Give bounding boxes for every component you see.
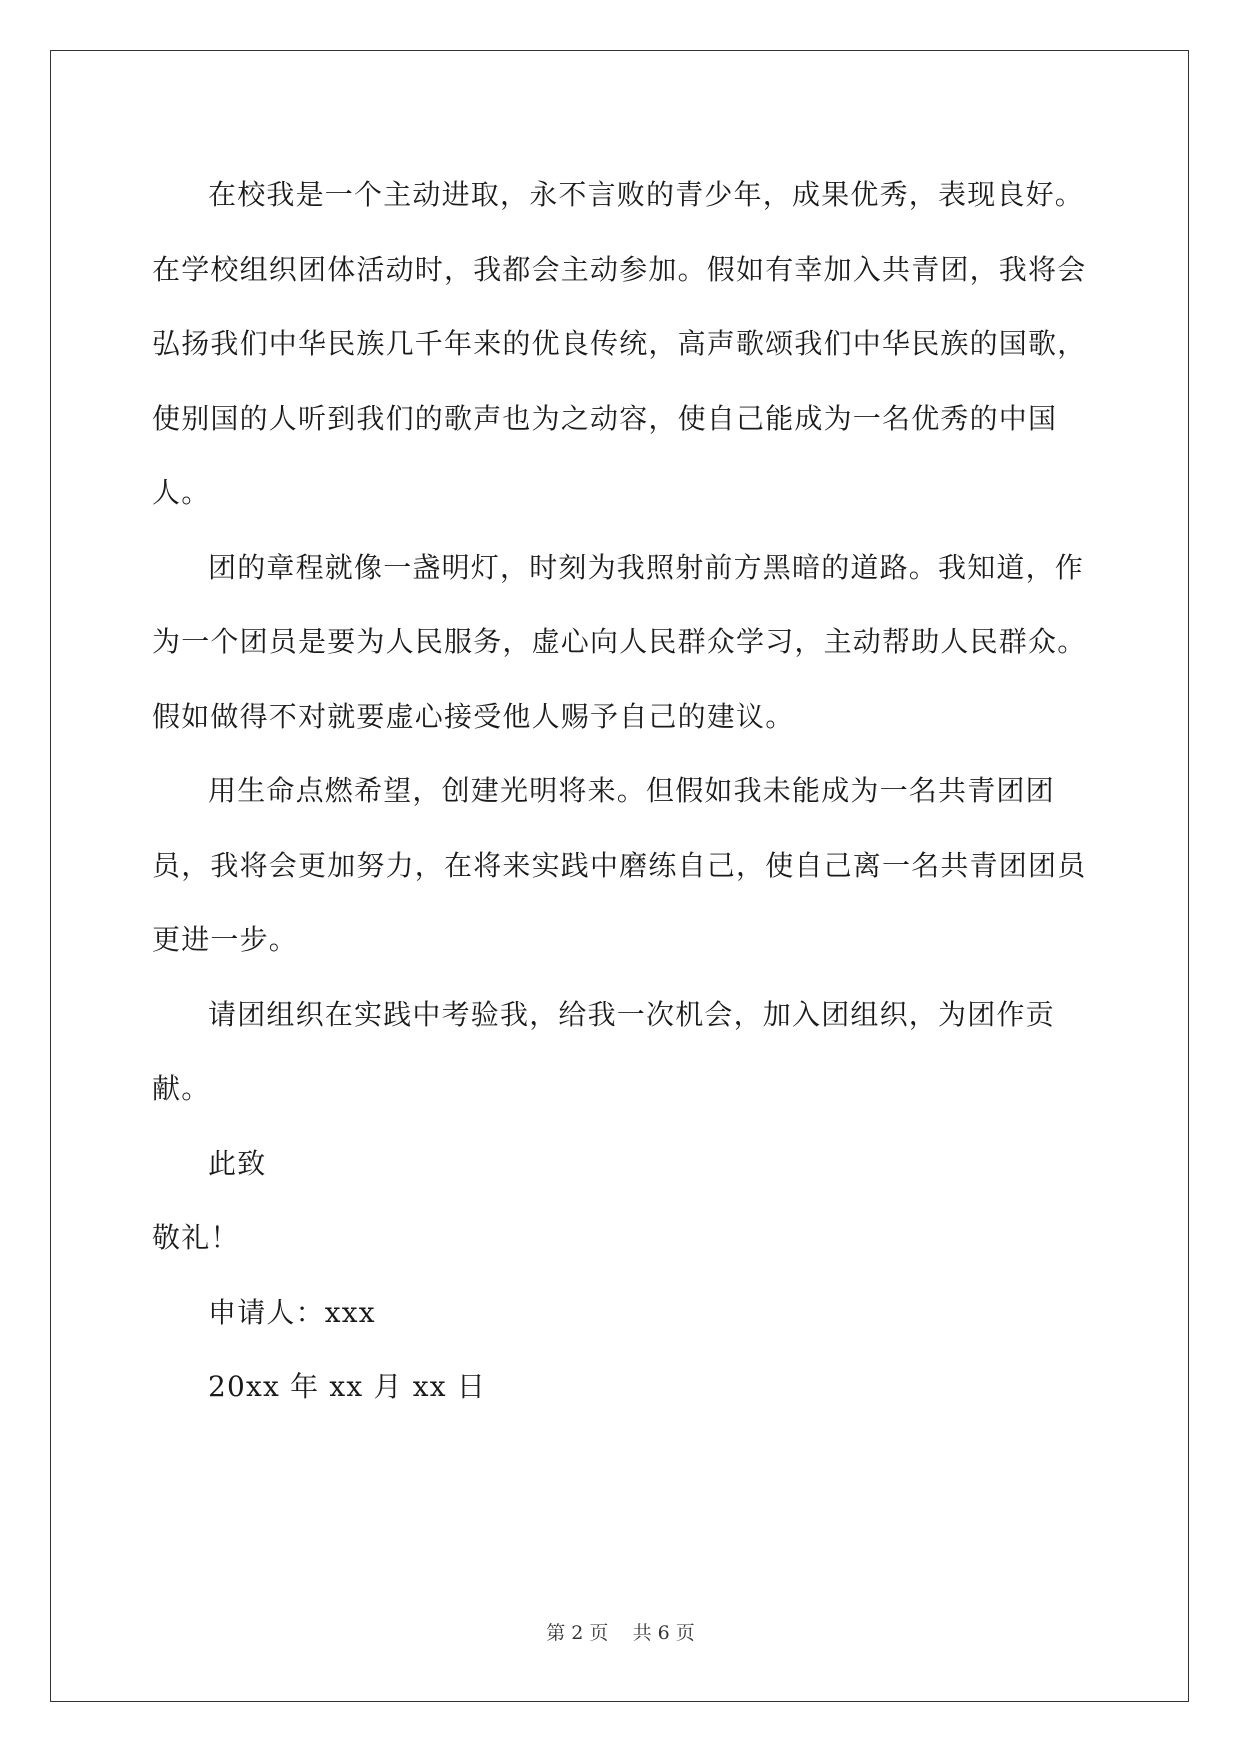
paragraph-3: 用生命点燃希望，创建光明将来。但假如我未能成为一名共青团团员，我将会更加努力，在将来实践中磨练自己，使自己离一名共青团团员更进一步。	[152, 774, 1087, 956]
paragraph-1: 在校我是一个主动进取，永不言败的青少年，成果优秀，表现良好。在学校组织团体活动时，我都会主动参加。假如有幸加入共青团，我将会弘扬我们中华民族几千年来的优良传统，高声歌颂我们中华民族的国歌，使别国的人听到我们的歌声也为之动容，使自己能成为一名优秀的中国人。	[152, 178, 1087, 509]
document-body	[152, 158, 1089, 1425]
salute-phrase: 敬礼！	[152, 1221, 240, 1254]
applicant-line: 申请人：xxx	[208, 1295, 376, 1329]
closing-phrase: 此致	[208, 1146, 267, 1180]
date-line: 20xx 年 xx 月 xx 日	[208, 1370, 487, 1403]
page-number-footer: 第 2 页 共 6 页	[546, 1622, 695, 1644]
paragraph-4: 请团组织在实践中考验我，给我一次机会，加入团组织，为团作贡献。	[152, 997, 1055, 1105]
paragraph-2: 团的章程就像一盏明灯，时刻为我照射前方黑暗的道路。我知道，作为一个团员是要为人民服务，虚心向人民群众学习，主动帮助人民群众。假如做得不对就要虚心接受他人赐予自己的建议。	[152, 550, 1087, 733]
